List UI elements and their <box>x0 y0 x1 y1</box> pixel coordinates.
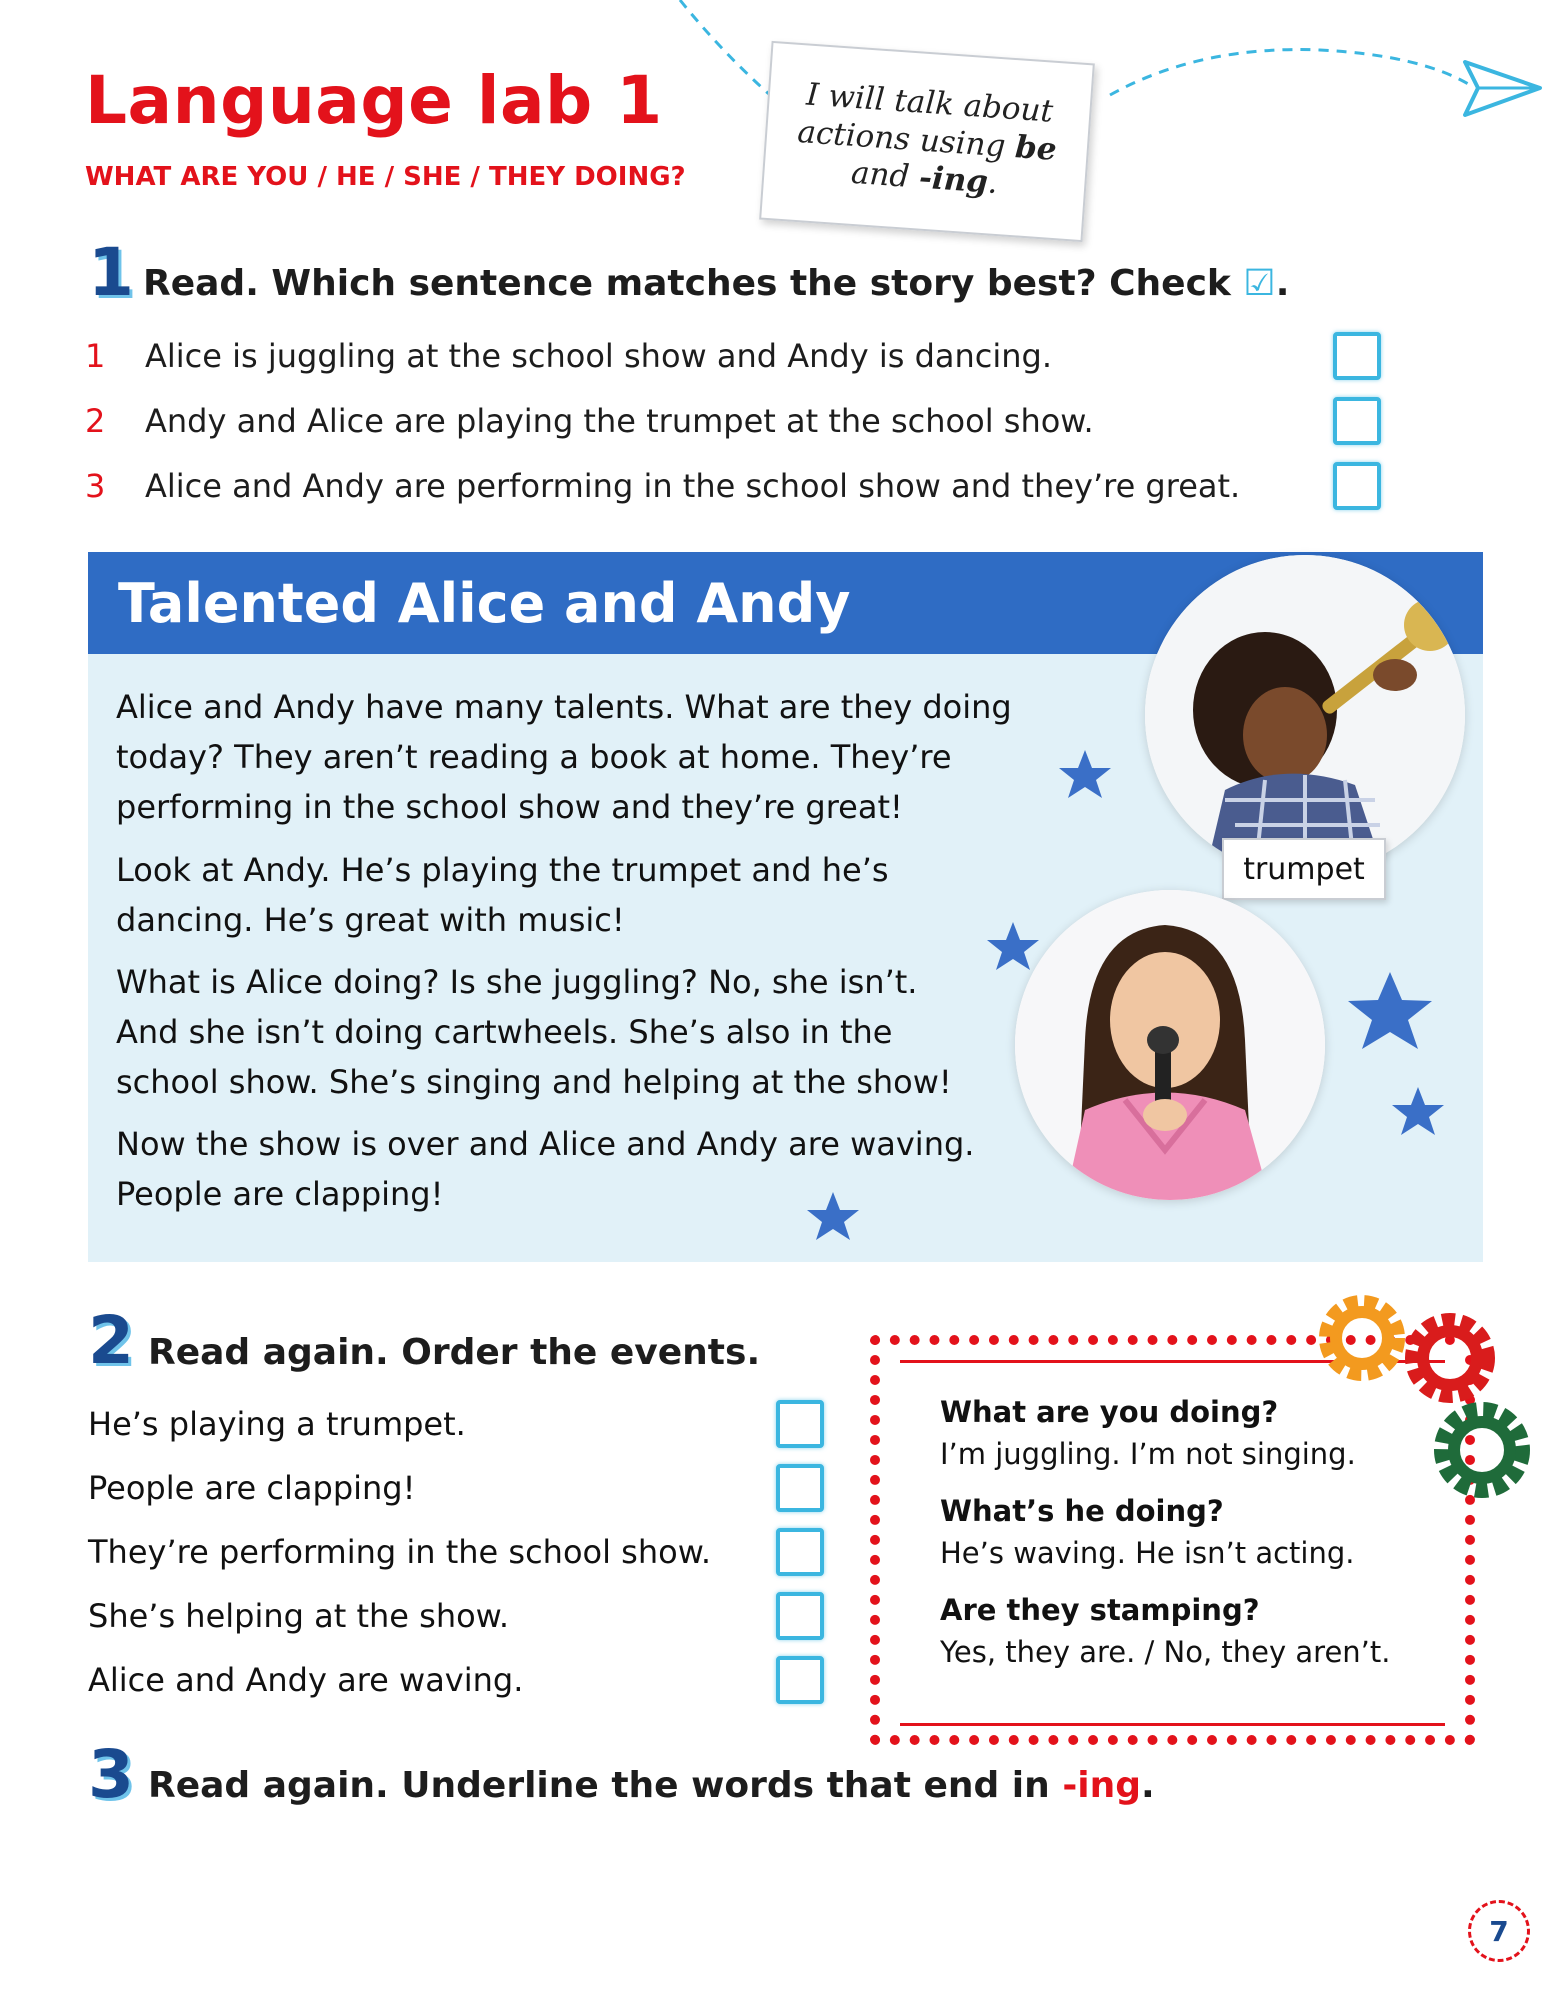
story-paragraph: Alice and Andy have many talents. What are they doing today? They aren’t reading a book at home. They’re performing in the school show and they’re great! <box>116 688 1012 826</box>
exercise-2-order-box-1[interactable] <box>776 1400 824 1448</box>
exercise-1-checkbox-1[interactable] <box>1333 332 1381 380</box>
exercise-1-item <box>85 461 1345 511</box>
star-icon <box>807 1192 859 1240</box>
gear-icon <box>1328 1304 1396 1372</box>
exercise-2-heading: Read again. Order the events. <box>148 1332 761 1373</box>
exercise-1-number: 1 <box>88 234 134 311</box>
exercise-1-item <box>85 396 1345 446</box>
exercise-2-item: Alice and Andy are waving. <box>88 1661 524 1699</box>
exercise-3-number: 3 <box>88 1736 134 1813</box>
grammar-answer: Yes, they are. / No, they aren’t. <box>940 1635 1391 1669</box>
star-icon <box>987 922 1039 970</box>
item-number: 2 <box>85 402 106 440</box>
goal-line-2: actions using <box>796 113 1017 165</box>
item-text: Alice is juggling at the school show and Andy is dancing. <box>145 337 1053 375</box>
grammar-question: Are they stamping? <box>940 1593 1260 1627</box>
trumpet-label: trumpet <box>1222 838 1386 900</box>
exercise-3-heading: Read again. Underline the words that end in -ing. <box>148 1765 1155 1806</box>
learning-goal-card: I will talk about actions using be and -ing. <box>759 41 1095 242</box>
singing-girl-photo <box>1015 890 1325 1200</box>
item-number: 3 <box>85 467 106 505</box>
page-number: 7 <box>1468 1900 1530 1962</box>
story-title: Talented Alice and Andy <box>118 572 851 635</box>
goal-keyword-be: be <box>1013 128 1058 168</box>
exercise-1-item <box>85 331 1345 381</box>
grammar-question: What’s he doing? <box>940 1494 1224 1528</box>
grammar-answer: I’m juggling. I’m not singing. <box>940 1437 1356 1471</box>
story-paragraph: What is Alice doing? Is she juggling? No, she isn’t. And she isn’t doing cartwheels. She’s also in the school show. She’s singing and helping at the show! <box>116 963 952 1101</box>
star-icon <box>1348 972 1432 1049</box>
gears-decoration <box>1300 1290 1540 1510</box>
exercise-2-item: He’s playing a trumpet. <box>88 1405 466 1443</box>
exercise-1-checkbox-2[interactable] <box>1333 397 1381 445</box>
exercise-2-item: They’re performing in the school show. <box>88 1533 712 1571</box>
exercise-2-item: People are clapping! <box>88 1469 416 1507</box>
gear-icon <box>1444 1412 1520 1488</box>
ing-highlight: -ing <box>1062 1765 1141 1806</box>
page-title: Language lab 1 <box>85 62 663 139</box>
gear-icon <box>1414 1322 1486 1394</box>
check-icon: ☑ <box>1243 263 1276 304</box>
exercise-2-order-box-2[interactable] <box>776 1464 824 1512</box>
exercise-2-order-box-5[interactable] <box>776 1656 824 1704</box>
exercise-2-item: She’s helping at the show. <box>88 1597 510 1635</box>
goal-line-1: I will talk about <box>805 76 1055 130</box>
item-number: 1 <box>85 337 106 375</box>
story-paragraph: Look at Andy. He’s playing the trumpet and he’s dancing. He’s great with music! <box>116 851 889 939</box>
grammar-answer: He’s waving. He isn’t acting. <box>940 1536 1355 1570</box>
goal-keyword-ing: -ing <box>917 159 990 201</box>
exercise-2-order-box-3[interactable] <box>776 1528 824 1576</box>
exercise-1-heading: Read. Which sentence matches the story best? Check ☑. <box>143 263 1290 304</box>
exercise-1-checkbox-3[interactable] <box>1333 462 1381 510</box>
exercise-2-order-box-4[interactable] <box>776 1592 824 1640</box>
page-subtitle: WHAT ARE YOU / HE / SHE / THEY DOING? <box>85 162 686 192</box>
goal-line-3: and <box>849 155 921 196</box>
exercise-2-number: 2 <box>88 1302 134 1379</box>
grammar-question: What are you doing? <box>940 1395 1279 1429</box>
item-text: Andy and Alice are playing the trumpet at the school show. <box>145 402 1094 440</box>
paper-plane-icon <box>1465 62 1540 115</box>
item-text: Alice and Andy are performing in the school show and they’re great. <box>145 467 1241 505</box>
star-icon <box>1059 750 1111 798</box>
story-paragraph: Now the show is over and Alice and Andy are waving. People are clapping! <box>116 1125 975 1213</box>
star-icon <box>1392 1087 1444 1135</box>
trumpet-boy-photo <box>1145 555 1465 875</box>
